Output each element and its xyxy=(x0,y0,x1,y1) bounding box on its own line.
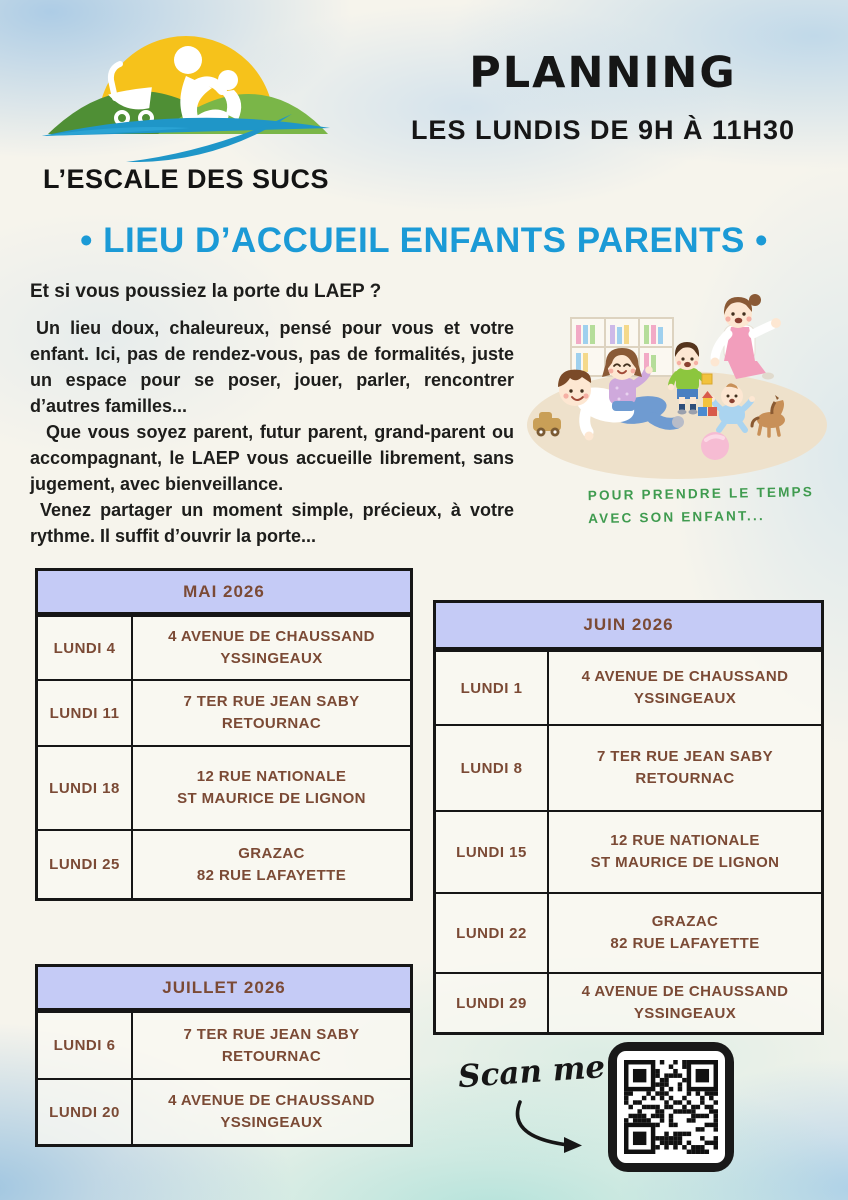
schedule-table-juillet xyxy=(35,964,413,1147)
table-title: JUIN 2026 xyxy=(436,603,821,650)
intro-paragraph-1: Un lieu doux, chaleureux, pensé pour vous et votre enfant. Ici, pas de rendez-vous, pas de formalités, juste un espace pour se poser, jouer, parler, rencontrer d’autres familles... xyxy=(30,318,514,416)
table-row xyxy=(436,810,821,892)
logo-title: L’ESCALE DES SUCS xyxy=(42,164,330,194)
table-title: JUILLET 2026 xyxy=(38,967,410,1011)
address-cell: 4 AVENUE DE CHAUSSAND YSSINGEAUX xyxy=(168,628,375,667)
address-cell: GRAZAC 82 RUE LAFAYETTE xyxy=(610,913,760,952)
intro-paragraph-2: Que vous soyez parent, futur parent, grand-parent ou accompagnant, le LAEP vous accueille librement, sans jugement, avec bienveillance. xyxy=(30,422,514,494)
day-cell: LUNDI 4 xyxy=(38,617,133,679)
scan-me-arrow-icon xyxy=(512,1098,597,1160)
scan-me-label: Scan me xyxy=(456,1049,607,1096)
table-row xyxy=(38,679,410,745)
intro-text xyxy=(30,281,514,549)
day-cell: LUNDI 6 xyxy=(38,1013,133,1078)
day-cell: LUNDI 29 xyxy=(436,974,549,1032)
table-row xyxy=(38,745,410,829)
title-block xyxy=(385,48,821,146)
family-illustration xyxy=(525,268,845,483)
page-title: PLANNING xyxy=(469,48,737,98)
table-row xyxy=(38,1078,410,1144)
qr-code xyxy=(608,1042,734,1172)
day-cell: LUNDI 15 xyxy=(436,812,549,892)
intro-paragraph-3: Venez partager un moment simple, précieux, à votre rythme. Il suffit d’ouvrir la porte... xyxy=(30,500,514,546)
day-cell: LUNDI 8 xyxy=(436,726,549,810)
caption-line-1: POUR PRENDRE LE TEMPS xyxy=(587,484,815,504)
schedule-table-mai xyxy=(35,568,413,901)
schedule-table-juin xyxy=(433,600,824,1035)
intro-question: Et si vous poussiez la porte du LAEP ? xyxy=(30,281,382,302)
caption-line-2: AVEC SON ENFANT... xyxy=(588,508,765,527)
table-row xyxy=(38,1011,410,1078)
table-row xyxy=(436,724,821,810)
address-cell: 7 TER RUE JEAN SABY RETOURNAC xyxy=(183,1025,360,1065)
address-cell: 12 RUE NATIONALE ST MAURICE DE LIGNON xyxy=(177,768,366,807)
table-row xyxy=(436,972,821,1032)
address-cell: 4 AVENUE DE CHAUSSAND YSSINGEAUX xyxy=(581,983,789,1022)
address-cell: 7 TER RUE JEAN SABY RETOURNAC xyxy=(597,748,773,787)
table-title: MAI 2026 xyxy=(38,571,410,615)
day-cell: LUNDI 25 xyxy=(38,831,133,898)
table-row xyxy=(436,650,821,724)
address-cell: 7 TER RUE JEAN SABY RETOURNAC xyxy=(183,693,360,732)
day-cell: LUNDI 18 xyxy=(38,747,133,829)
day-cell: LUNDI 20 xyxy=(38,1080,133,1144)
banner-heading: • LIEU D’ACCUEIL ENFANTS PARENTS • xyxy=(80,221,768,260)
address-cell: 4 AVENUE DE CHAUSSAND YSSINGEAUX xyxy=(581,668,789,707)
day-cell: LUNDI 11 xyxy=(38,681,133,745)
table-row xyxy=(436,892,821,972)
address-cell: 12 RUE NATIONALE ST MAURICE DE LIGNON xyxy=(590,832,780,871)
day-cell: LUNDI 22 xyxy=(436,894,549,972)
page-subtitle: LES LUNDIS DE 9H À 11H30 xyxy=(410,115,796,145)
logo-icon xyxy=(40,12,332,162)
address-cell: 4 AVENUE DE CHAUSSAND YSSINGEAUX xyxy=(168,1092,375,1131)
day-cell: LUNDI 1 xyxy=(436,652,549,724)
illustration-caption xyxy=(588,480,829,530)
logo xyxy=(40,12,332,195)
address-cell: GRAZAC 82 RUE LAFAYETTE xyxy=(196,844,347,884)
table-row xyxy=(38,615,410,679)
table-row xyxy=(38,829,410,898)
